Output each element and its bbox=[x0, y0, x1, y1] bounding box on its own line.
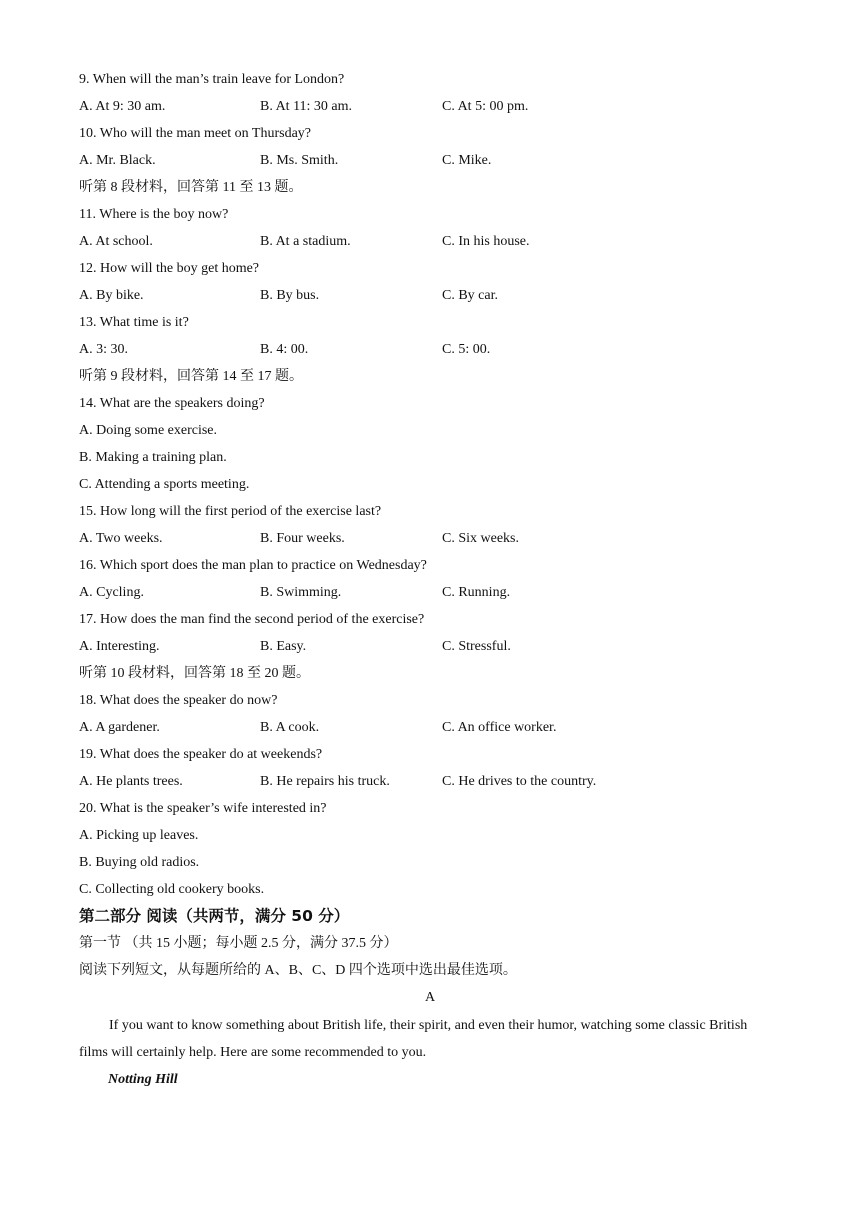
q20-option-a: A. Picking up leaves. bbox=[79, 828, 199, 843]
q12-option-b: B. By bus. bbox=[260, 288, 320, 303]
q10-option-c: C. Mike. bbox=[442, 153, 492, 168]
q14-option-a: A. Doing some exercise. bbox=[79, 423, 218, 438]
question-12: 12. How will the boy get home? bbox=[79, 261, 260, 276]
q20-option-b: B. Buying old radios. bbox=[79, 855, 200, 870]
q12-option-a: A. By bike. bbox=[79, 288, 144, 303]
q10-option-a: A. Mr. Black. bbox=[79, 153, 156, 168]
question-10: 10. Who will the man meet on Thursday? bbox=[79, 126, 311, 141]
film-title: Notting Hill bbox=[108, 1072, 178, 1087]
passage-letter: A bbox=[424, 990, 436, 1005]
q9-option-c: C. At 5: 00 pm. bbox=[442, 99, 529, 114]
q17-option-c: C. Stressful. bbox=[442, 639, 511, 654]
q13-option-c: C. 5: 00. bbox=[442, 342, 491, 357]
q17-option-a: A. Interesting. bbox=[79, 639, 160, 654]
instruction-segment-10: 听第 10 段材料，回答第 18 至 20 题。 bbox=[79, 666, 310, 681]
q20-option-c: C. Collecting old cookery books. bbox=[79, 882, 265, 897]
question-18: 18. What does the speaker do now? bbox=[79, 693, 278, 708]
question-17: 17. How does the man find the second period of the exercise? bbox=[79, 612, 425, 627]
q11-option-c: C. In his house. bbox=[442, 234, 530, 249]
question-13: 13. What time is it? bbox=[79, 315, 189, 330]
q16-option-b: B. Swimming. bbox=[260, 585, 342, 600]
q16-option-c: C. Running. bbox=[442, 585, 511, 600]
q19-option-a: A. He plants trees. bbox=[79, 774, 183, 789]
instruction-segment-9: 听第 9 段材料，回答第 14 至 17 题。 bbox=[79, 369, 303, 384]
q9-option-b: B. At 11: 30 am. bbox=[260, 99, 353, 114]
q12-option-c: C. By car. bbox=[442, 288, 498, 303]
question-20: 20. What is the speaker’s wife interested in? bbox=[79, 801, 327, 816]
q19-option-b: B. He repairs his truck. bbox=[260, 774, 390, 789]
q16-option-a: A. Cycling. bbox=[79, 585, 144, 600]
instruction-segment-8: 听第 8 段材料，回答第 11 至 13 题。 bbox=[79, 180, 303, 195]
question-16: 16. Which sport does the man plan to practice on Wednesday? bbox=[79, 558, 427, 573]
q13-option-b: B. 4: 00. bbox=[260, 342, 309, 357]
question-14: 14. What are the speakers doing? bbox=[79, 396, 265, 411]
q15-option-c: C. Six weeks. bbox=[442, 531, 519, 546]
passage-intro: If you want to know something about British life, their spirit, and even their humor, watching some classic British films will certainly help. Here are some recommended to you. bbox=[79, 1018, 748, 1060]
question-15: 15. How long will the first period of the exercise last? bbox=[79, 504, 382, 519]
q14-option-c: C. Attending a sports meeting. bbox=[79, 477, 250, 492]
question-11: 11. Where is the boy now? bbox=[79, 207, 229, 222]
question-19: 19. What does the speaker do at weekends? bbox=[79, 747, 323, 762]
q11-option-a: A. At school. bbox=[79, 234, 153, 249]
q13-option-a: A. 3: 30. bbox=[79, 342, 128, 357]
q17-option-b: B. Easy. bbox=[260, 639, 307, 654]
question-9: 9. When will the man’s train leave for London? bbox=[79, 72, 345, 87]
q18-option-c: C. An office worker. bbox=[442, 720, 557, 735]
q14-option-b: B. Making a training plan. bbox=[79, 450, 227, 465]
section-one-heading: 第一节 （共 15 小题；每小题 2.5 分，满分 37.5 分） bbox=[79, 936, 398, 951]
q18-option-b: B. A cook. bbox=[260, 720, 320, 735]
q15-option-a: A. Two weeks. bbox=[79, 531, 163, 546]
q10-option-b: B. Ms. Smith. bbox=[260, 153, 339, 168]
reading-directions: 阅读下列短文，从每题所给的 A、B、C、D 四个选项中选出最佳选项。 bbox=[79, 963, 517, 978]
q9-option-a: A. At 9: 30 am. bbox=[79, 99, 166, 114]
part-two-heading: 第二部分 阅读（共两节，满分 50 分） bbox=[79, 907, 350, 925]
q19-option-c: C. He drives to the country. bbox=[442, 774, 597, 789]
q15-option-b: B. Four weeks. bbox=[260, 531, 345, 546]
q11-option-b: B. At a stadium. bbox=[260, 234, 351, 249]
q18-option-a: A. A gardener. bbox=[79, 720, 160, 735]
